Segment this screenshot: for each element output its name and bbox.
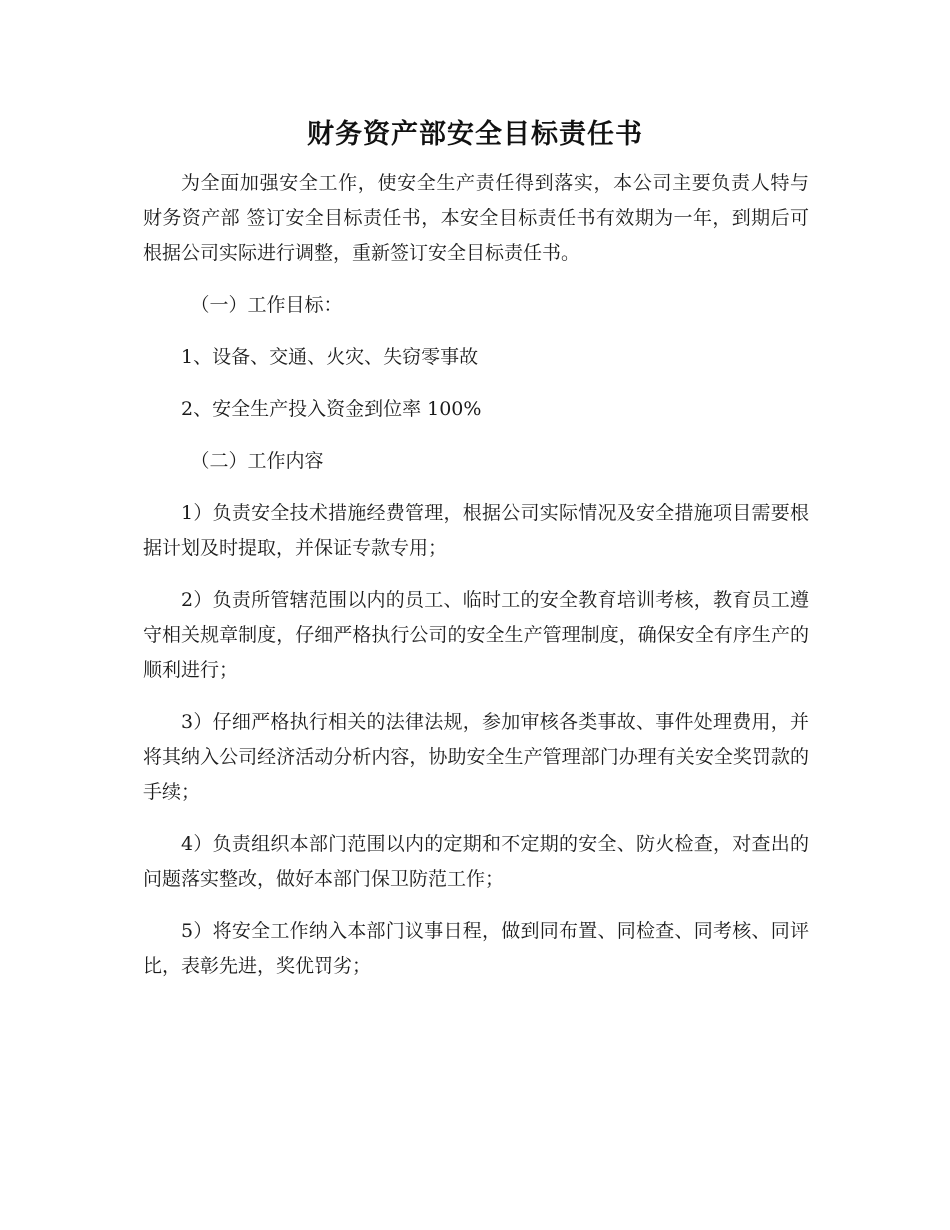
goal-item: 2、安全生产投入资金到位率 100%	[181, 398, 482, 420]
section-heading-content: （二）工作内容	[190, 450, 324, 472]
goal-item: 1、设备、交通、火灾、失窃零事故	[181, 346, 479, 368]
intro-paragraph: 为全面加强安全工作，使安全生产责任得到落实，本公司主要负责人特与 财务资产部 签订安全目标责任书，本安全目标责任书有效期为一年，到期后可根据公司实际进行调整，重新签订安全目标责任书。	[143, 172, 809, 264]
content-item: 3）仔细严格执行相关的法律法规，参加审核各类事故、事件处理费用，并将其纳入公司经济活动分析内容，协助安全生产管理部门办理有关安全奖罚款的手续；	[143, 711, 809, 803]
content-item: 5）将安全工作纳入本部门议事日程，做到同布置、同检查、同考核、同评比，表彰先进，奖优罚劣；	[143, 920, 809, 977]
content-item: 4）负责组织本部门范围以内的定期和不定期的安全、防火检查，对查出的问题落实整改，做好本部门保卫防范工作；	[143, 833, 809, 890]
document-body	[143, 166, 809, 984]
section-heading-goals: （一）工作目标：	[190, 294, 343, 316]
document-title: 财务资产部安全目标责任书	[307, 119, 643, 150]
content-item: 1）负责安全技术措施经费管理，根据公司实际情况及安全措施项目需要根据计划及时提取，并保证专款专用；	[143, 502, 809, 559]
content-item: 2）负责所管辖范围以内的员工、临时工的安全教育培训考核，教育员工遵守相关规章制度，仔细严格执行公司的安全生产管理制度，确保安全有序生产的顺利进行；	[143, 589, 809, 681]
